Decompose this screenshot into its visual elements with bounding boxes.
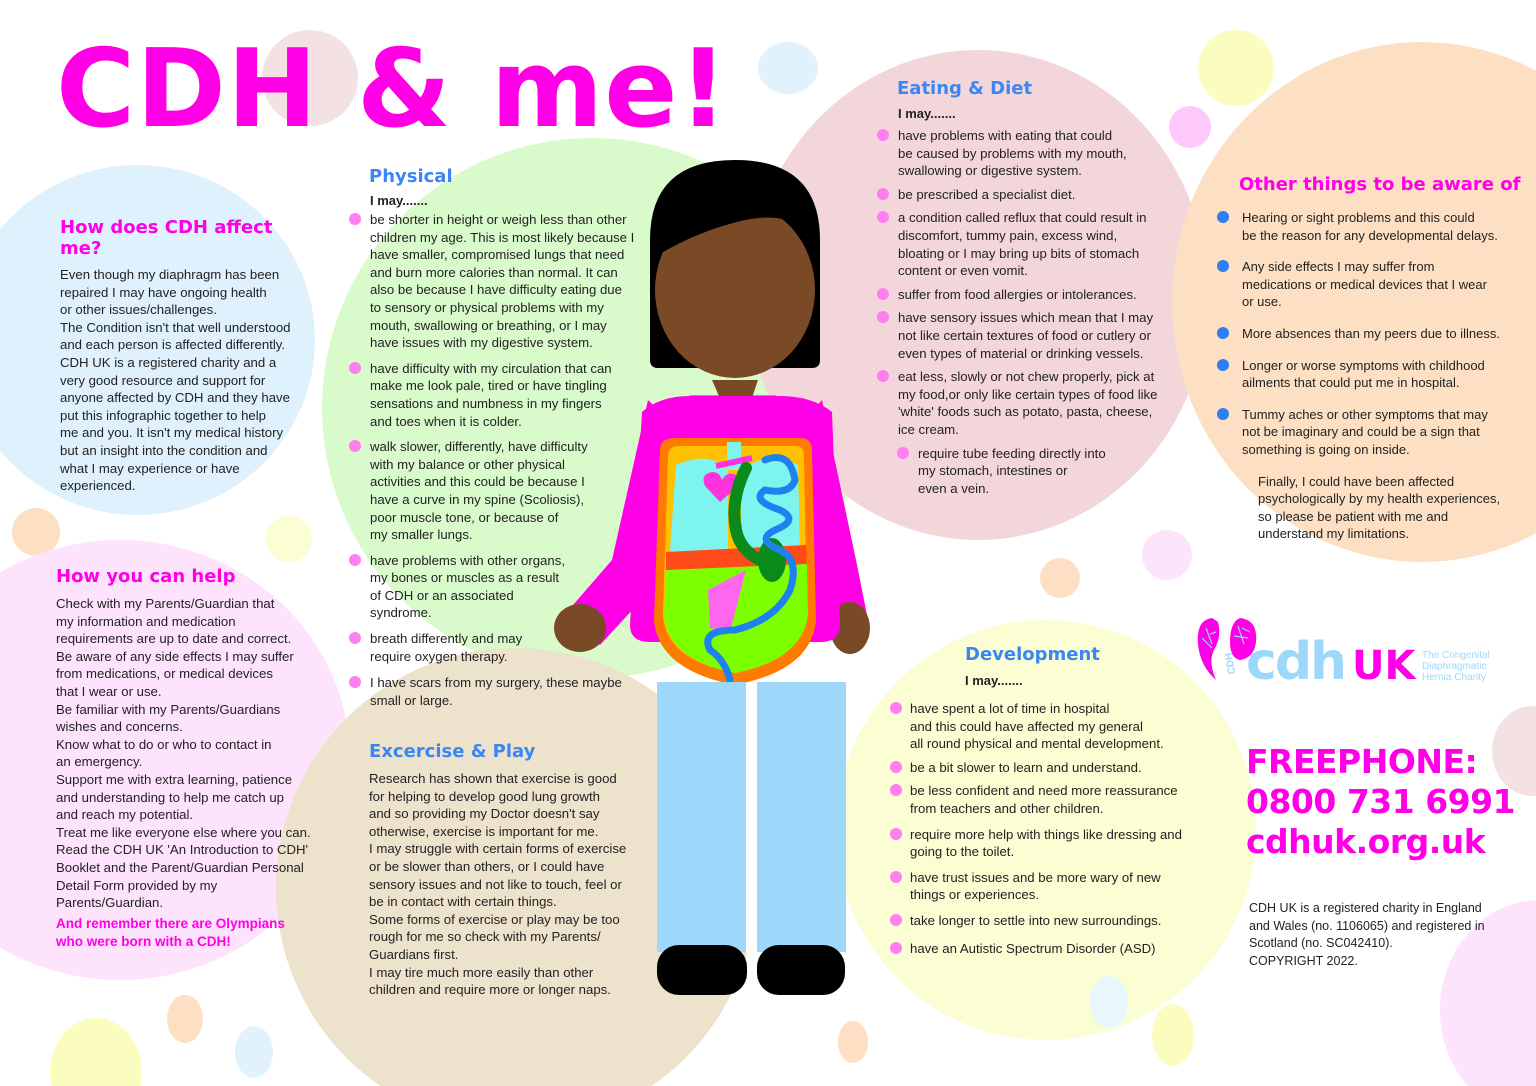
text-line: what I may experience or have (60, 460, 240, 476)
text-line: The Condition isn't that well understood (60, 319, 291, 335)
text-line: for helping to develop good lung growth (369, 788, 600, 804)
text-line: Booklet and the Parent/Guardian Personal (56, 859, 304, 875)
text-line: children and require more or longer naps. (369, 982, 611, 998)
bullet-dot-icon (890, 702, 902, 714)
development-list (888, 700, 1208, 957)
bullet-dot-icon (890, 942, 902, 954)
text-line: an emergency. (56, 754, 143, 770)
section-heading: Development (965, 644, 1100, 665)
child-figure-illustration (550, 150, 870, 1030)
bullet-dot-icon (349, 632, 361, 644)
section-heading: How you can help (56, 566, 236, 587)
contact-block (1246, 742, 1515, 862)
text-line: Detail Form provided by my (56, 877, 218, 893)
text-line: Read the CDH UK 'An Introduction to CDH' (56, 842, 309, 858)
text-line: rough for me so check with my Parents/ (369, 929, 601, 945)
text-line: experienced. (60, 478, 136, 494)
bullet-dot-icon (1217, 260, 1229, 272)
list-item: be shorter in height or weigh less than other children my age. This is most likely because I have smaller, compromised lungs that need and burn more calories than normal. It can also be because I have difficulty eating due to sensory or physical problems with my mouth, swallowing or breathing, or I may have issues with my digestive system. (348, 211, 648, 352)
decor-circle-yellow-bottom-left (50, 1018, 142, 1086)
list-item: have spent a lot of time in hospital and this could have affected my general all round physical and mental development. (888, 700, 1208, 753)
text-line: but an insight into the condition and (60, 442, 268, 458)
decor-circle-yellow-top (1198, 30, 1274, 106)
text-line: or be slower than others, or I could have (369, 858, 605, 874)
section-body (56, 595, 336, 912)
bullet-dot-icon (1217, 408, 1229, 420)
page-title: CDH & me! (56, 27, 729, 152)
text-line: me and you. It isn't my medical history (60, 425, 284, 441)
text-line: and reach my potential. (56, 807, 194, 823)
bullet-dot-icon (877, 188, 889, 200)
text-line: The Congenital (1422, 650, 1490, 661)
bullet-dot-icon (1217, 327, 1229, 339)
bullet-dot-icon (897, 447, 909, 459)
decor-circle-blue-bottom (1090, 976, 1128, 1028)
text-line: and each person is affected differently. (60, 337, 286, 353)
text-line: Be aware of any side effects I may suffer (56, 648, 294, 664)
text-line: Support me with extra learning, patience (56, 771, 293, 787)
list-item: have problems with eating that could be caused by problems with my mouth, swallowing or digestive system. (876, 127, 1186, 180)
bullet-dot-icon (877, 370, 889, 382)
list-item: be less confident and need more reassurance from teachers and other children. (888, 782, 1208, 817)
list-item: have an Autistic Spectrum Disorder (ASD) (888, 940, 1208, 958)
phone-number[interactable]: 0800 731 6991 (1246, 782, 1516, 821)
list-item: have trust issues and be more wary of new things or experiences. (888, 869, 1208, 904)
list-item: have problems with other organs, my bones or muscles as a result of CDH or an associated syndrome. (348, 552, 648, 622)
bullet-dot-icon (890, 871, 902, 883)
logo-small-text: CDH (1223, 651, 1239, 676)
logo-tagline (1422, 650, 1490, 683)
text-line: and so providing my Doctor doesn't say (369, 806, 600, 822)
bullet-dot-icon (349, 213, 361, 225)
text-line: Hernia Charity (1422, 672, 1486, 683)
list-item: More absences than my peers due to illness. (1216, 325, 1526, 343)
text-line: CDH UK is a registered charity and a (60, 354, 277, 370)
list-item: Longer or worse symptoms with childhood ailments that could put me in hospital. (1216, 357, 1526, 392)
bullet-dot-icon (349, 440, 361, 452)
text-line: that I wear or use. (56, 683, 162, 699)
text-line: Check with my Parents/Guardian that (56, 596, 275, 611)
text-line: Know what to do or who to contact in (56, 736, 272, 752)
list-item: require more help with things like dressing and going to the toilet. (888, 826, 1208, 861)
text-line: be in contact with certain things. (369, 894, 557, 910)
text-line: requirements are up to date and correct. (56, 631, 292, 647)
bullet-dot-icon (1217, 359, 1229, 371)
section-how-affect (60, 217, 320, 495)
decor-circle-lilac-right-top (1142, 530, 1192, 580)
bullet-dot-icon (890, 761, 902, 773)
list-item: walk slower, differently, have difficulty with my balance or other physical activities and this could be because I have a curve in my spine (Scoliosis), poor muscle tone, or because of my smaller lungs. (348, 438, 648, 544)
section-other (1216, 174, 1526, 543)
text-line: Finally, I could have been affected (1258, 473, 1455, 489)
list-item: be a bit slower to learn and understand. (888, 759, 1208, 777)
text-line: and understanding to help me catch up (56, 789, 285, 805)
section-heading: Physical (369, 166, 453, 187)
child-body-icon (550, 150, 870, 1030)
list-item: a condition called reflux that could result in discomfort, tummy pain, excess wind, bloating or I may bring up bits of stomach content or even vomit. (876, 209, 1186, 279)
bullet-dot-icon (877, 211, 889, 223)
text-line: understand my limitations. (1258, 526, 1410, 542)
logo-uk-text: UK (1352, 643, 1416, 689)
list-item: have difficulty with my circulation that can make me look pale, tired or have tingling sensations and numbness in my fingers and toes when it is colder. (348, 360, 648, 430)
text-line: Treat me like everyone else where you can. (56, 824, 311, 840)
text-line: sensory issues and not like to touch, feel or (369, 876, 622, 892)
bullet-dot-icon (877, 288, 889, 300)
decor-circle-peach-mid (1040, 558, 1080, 598)
text-line: Scotland (no. SC042410). (1249, 936, 1393, 950)
text-line: psychologically by my health experiences, (1258, 491, 1501, 507)
decor-circle-peach-bottom-left (167, 995, 203, 1043)
list-item: eat less, slowly or not chew properly, pick at my food,or only like certain types of food like 'white' foods such as potato, pasta, cheese, ice cream. (876, 368, 1186, 438)
text-line: very good resource and support for (60, 372, 266, 388)
olympians-highlight (56, 915, 336, 951)
list-item: I have scars from my surgery, these maybe small or large. (348, 674, 648, 709)
list-item: Tummy aches or other symptoms that may not be imaginary and could be a sign that something is going on inside. (1216, 406, 1526, 459)
section-heading: Other things to be aware of (1239, 174, 1521, 195)
closing-note (1258, 473, 1526, 543)
logo-cdh-text: cdh (1246, 632, 1346, 692)
text-line: wishes and concerns. (56, 719, 183, 735)
bullet-dot-icon (890, 828, 902, 840)
text-line: my information and medication (56, 613, 236, 629)
text-line: Even though my diaphragm has been (60, 267, 280, 282)
freephone-label: FREEPHONE: (1246, 742, 1478, 781)
bullet-dot-icon (890, 914, 902, 926)
list-item: have sensory issues which mean that I may not like certain textures of food or cutlery or even types of material or drinking vessels. (876, 309, 1186, 362)
text-line: Some forms of exercise or play may be too (369, 911, 620, 927)
copyright-text: COPYRIGHT 2022. (1249, 953, 1358, 968)
list-item: take longer to settle into new surroundings. (888, 912, 1208, 930)
decor-circle-yellow-left (266, 516, 312, 562)
text-line: who were born with a CDH! (56, 933, 231, 949)
text-line: Parents/Guardian. (56, 895, 164, 911)
list-item: Any side effects I may suffer from medications or medical devices that I wear or use. (1216, 258, 1526, 311)
decor-circle-yellow-bottom-right (1152, 1004, 1194, 1066)
other-list (1216, 209, 1526, 459)
cdh-uk-logo (1192, 614, 1512, 704)
bullet-dot-icon (349, 676, 361, 688)
bullet-dot-icon (349, 362, 361, 374)
decor-circle-blue-bottom-left (235, 1026, 273, 1078)
text-line: put this infographic together to help (60, 407, 267, 423)
section-intro: I may....... (370, 193, 428, 208)
bullet-dot-icon (1217, 211, 1229, 223)
text-line: or other issues/challenges. (60, 302, 217, 318)
text-line: otherwise, exercise is important for me. (369, 823, 599, 839)
text-line: Guardians first. (369, 946, 459, 962)
text-line: and Wales (no. 1106065) and registered in (1249, 918, 1485, 933)
text-line: Research has shown that exercise is good (369, 771, 617, 786)
text-line: anyone affected by CDH and they have (60, 390, 290, 406)
section-intro: I may....... (965, 673, 1023, 688)
decor-circle-blue-small (758, 42, 818, 94)
bullet-dot-icon (877, 129, 889, 141)
text-line: so please be patient with me and (1258, 508, 1449, 524)
charity-info (1249, 900, 1519, 970)
section-how-help (56, 566, 336, 951)
section-heading: How does CDH affect me? (60, 217, 273, 259)
eating-list (876, 127, 1186, 497)
text-line: Be familiar with my Parents/Guardians (56, 701, 281, 717)
text-line: Diaphragmatic (1422, 661, 1487, 672)
list-item: breath differently and may require oxygen therapy. (348, 630, 648, 665)
text-line: from medications, or medical devices (56, 666, 273, 682)
section-intro: I may....... (898, 106, 956, 121)
text-line: I may struggle with certain forms of exercise (369, 841, 627, 857)
list-item: suffer from food allergies or intolerances. (876, 286, 1186, 304)
bullet-dot-icon (349, 554, 361, 566)
section-heading: Eating & Diet (897, 78, 1033, 99)
bullet-dot-icon (877, 311, 889, 323)
bullet-dot-icon (890, 784, 902, 796)
section-body (60, 266, 320, 495)
section-eating (876, 78, 1186, 497)
text-line: And remember there are Olympians (56, 915, 285, 931)
text-line: CDH UK is a registered charity in England (1249, 901, 1482, 915)
list-item: be prescribed a specialist diet. (876, 186, 1186, 204)
list-item: require tube feeding directly into my stomach, intestines or even a vein. (876, 445, 1186, 498)
section-heading: Excercise & Play (369, 741, 536, 762)
website-link[interactable]: cdhuk.org.uk (1246, 822, 1486, 861)
list-item: Hearing or sight problems and this could be the reason for any developmental delays. (1216, 209, 1526, 244)
text-line: I may tire much more easily than other (369, 964, 594, 980)
section-development (888, 644, 1208, 957)
text-line: repaired I may have ongoing health (60, 284, 267, 300)
